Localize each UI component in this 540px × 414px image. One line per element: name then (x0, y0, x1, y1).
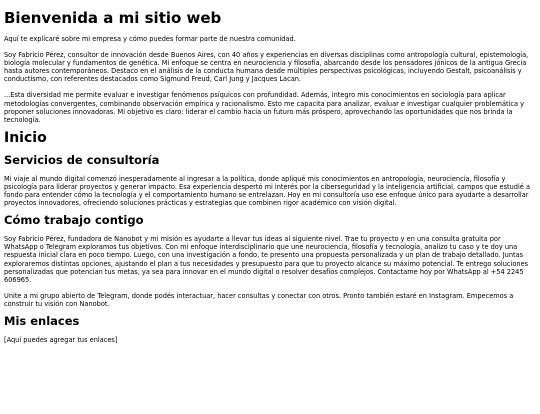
enlaces-placeholder: [Aquí puedes agregar tus enlaces] (4, 335, 118, 344)
intro-paragraph: Aquí te explicaré sobre mi empresa y cómo puedes formar parte de nuestra comunidad. (4, 35, 296, 43)
como-trabajo-paragraph-2: Unite a mi grupo abierto de Telegram, donde podés interactuar, hacer consultas y conectar con otros. Pronto también estaré en Instagram. Empecemos a construir tu visión con Nanobot. (4, 291, 514, 308)
servicios-heading: Servicios de consultoría (4, 152, 160, 167)
inicio-heading: Inicio (4, 129, 47, 146)
como-trabajo-paragraph-1: Soy Fabricio Pérez, fundadora de Nanobot y mi misión es ayudarte a llevar tus ideas al siguiente nivel. Trae tu proyecto y en una consulta gratuita por WhatsApp o Telegram exploramos tus objetivos. Con mi enfoque interdisciplinario que une neurociencia, filosofía y tecnología, analizo tu caso y te doy una respuesta inicial clara en poco tiempo. Luego, con una investigación a fondo, te presento una propuesta personalizada y un plan de trabajo detallado. Juntas exploraremos distintas opciones, ajustando el plan a tus necesidades y presupuesto para que tu proyecto alcance su máximo potencial. Te entrego soluciones personalizadas que potencian tus metas, ya sea para innovar en el mundo digital o resolver desafíos complejos. Contactame hoy por WhatsApp al +54 2245 606965. (4, 235, 529, 284)
como-trabajo-heading: Cómo trabajo contigo (4, 213, 144, 228)
servicios-paragraph: Mi viaje al mundo digital comenzó inesperadamente al ingresar a la política, donde apliqué mis conocimientos en antropología, neurociencia, filosofía y psicología para liderar proyectos y generar impacto. Esa experiencia despertó mi interés por la ciberseguridad y la inteligencia artificial, campos que estudié a fondo para entender cómo la tecnología y el comportamiento humano se entrelazan. Hoy en mi consultoría uso ese enfoque único para ayudarte a desarrollar proyectos innovadores, ofreciendo soluciones prácticas y estrategias que combinen rigor académico con visión digital. (4, 174, 531, 208)
enlaces-heading: Mis enlaces (4, 313, 80, 328)
about-paragraph-2: ...Esta diversidad me permite evaluar e investigar fenómenos psíquicos con profundidad. Además, integro mis conocimientos en sociología para aplicar metodologías convergentes, combinando observación empírica y racionalismo. Esto me capacita para analizar, evaluar e investigar cualquier problemática y proponer soluciones innovadoras. Mi objetivo es claro: liderar el cambio hacia un futuro más próspero, aprovechando las oportunidades que nos brinda la tecnología. (4, 91, 525, 124)
page-content (0, 9, 540, 344)
site-title: Bienvenida a mi sitio web (4, 9, 222, 27)
about-paragraph-1: Soy Fabricio Pérez, consultor de innovación desde Buenos Aires, con 40 años y experiencias en diversas disciplinas como antropología cultural, epistemología, biología molecular y fundamentos de genética. Mi enfoque se centra en neurociencia y filosofía, abarcando desde los pensadores jónicos de la antigua Grecia hasta autores contemporáneos. Destaco en el análisis de la conducta humana desde múltiples perspectivas psicológicas, incluyendo Gestalt, psicoanálisis y conductismo, con referentes destacados como Sigmund Freud, Carl Jung y Jacques Lacan. (4, 51, 529, 84)
